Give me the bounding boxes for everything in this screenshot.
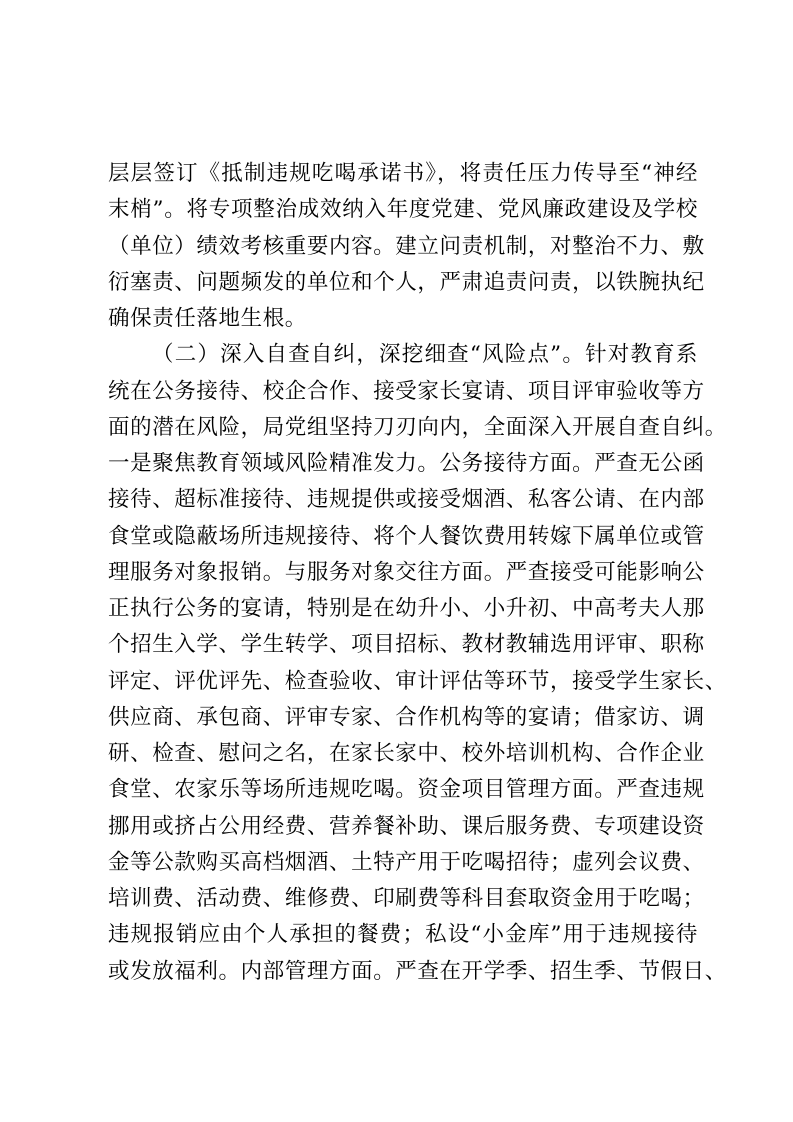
text-line-11: 食堂或隐蔽场所违规接待、将个人餐饮费用转嫁下属单位或管 xyxy=(108,523,705,549)
text-line-3: （单位）绩效考核重要内容。建立问责机制，对整治不力、敷 xyxy=(108,233,705,259)
text-line-20: 金等公款购买高档烟酒、土特产用于吃喝招待；虚列会议费、 xyxy=(108,849,705,875)
text-line-8: 面的潜在风险，局党组坚持刀刃向内，全面深入开展自查自纠。 xyxy=(108,414,727,440)
text-line-9: 一是聚焦教育领域风险精准发力。公务接待方面。严查无公函 xyxy=(108,451,705,476)
text-line-12: 理服务对象报销。与服务对象交往方面。严查接受可能影响公 xyxy=(108,559,705,585)
text-line-14: 个招生入学、学生转学、项目招标、教材教辅选用评审、职称 xyxy=(108,632,705,658)
text-line-1: 层层签订《抵制违规吃喝承诺书》，将责任压力传导至“神经 xyxy=(108,161,698,186)
text-line-10: 接待、超标准接待、违规提供或接受烟酒、私客公请、在内部 xyxy=(108,487,705,513)
text-line-2: 末梢”。将专项整治成效纳入年度党建、党风廉政建设及学校 xyxy=(108,197,698,223)
text-line-15: 评定、评优评先、检查验收、审计评估等环节，接受学生家长、 xyxy=(108,668,727,694)
text-line-21: 培训费、活动费、维修费、印刷费等科目套取资金用于吃喝； xyxy=(108,886,705,911)
text-line-16: 供应商、承包商、评审专家、合作机构等的宴请；借家访、调 xyxy=(108,704,705,730)
text-line-18: 食堂、农家乐等场所违规吃喝。资金项目管理方面。严查违规 xyxy=(108,777,705,803)
text-line-7: 统在公务接待、校企合作、接受家长宴请、项目评审验收等方 xyxy=(108,378,705,404)
text-line-13: 正执行公务的宴请，特别是在幼升小、小升初、中高考夫人那 xyxy=(108,596,705,621)
section-heading-2: （二）深入自查自纠，深挖细查“风险点”。针对教育系 xyxy=(152,342,698,368)
text-line-17: 研、检查、慰问之名，在家长家中、校外培训机构、合作企业 xyxy=(108,741,705,766)
text-line-5: 确保责任落地生根。 xyxy=(108,306,307,331)
body-text xyxy=(108,156,727,990)
text-line-23: 或发放福利。内部管理方面。严查在开学季、招生季、节假日、 xyxy=(108,958,727,984)
text-line-22: 违规报销应由个人承担的餐费；私设“小金库”用于违规接待 xyxy=(108,922,698,948)
text-line-4: 衍塞责、问题频发的单位和个人，严肃追责问责，以铁腕执纪 xyxy=(108,269,705,295)
text-line-19: 挪用或挤占公用经费、营养餐补助、课后服务费、专项建设资 xyxy=(108,813,705,839)
